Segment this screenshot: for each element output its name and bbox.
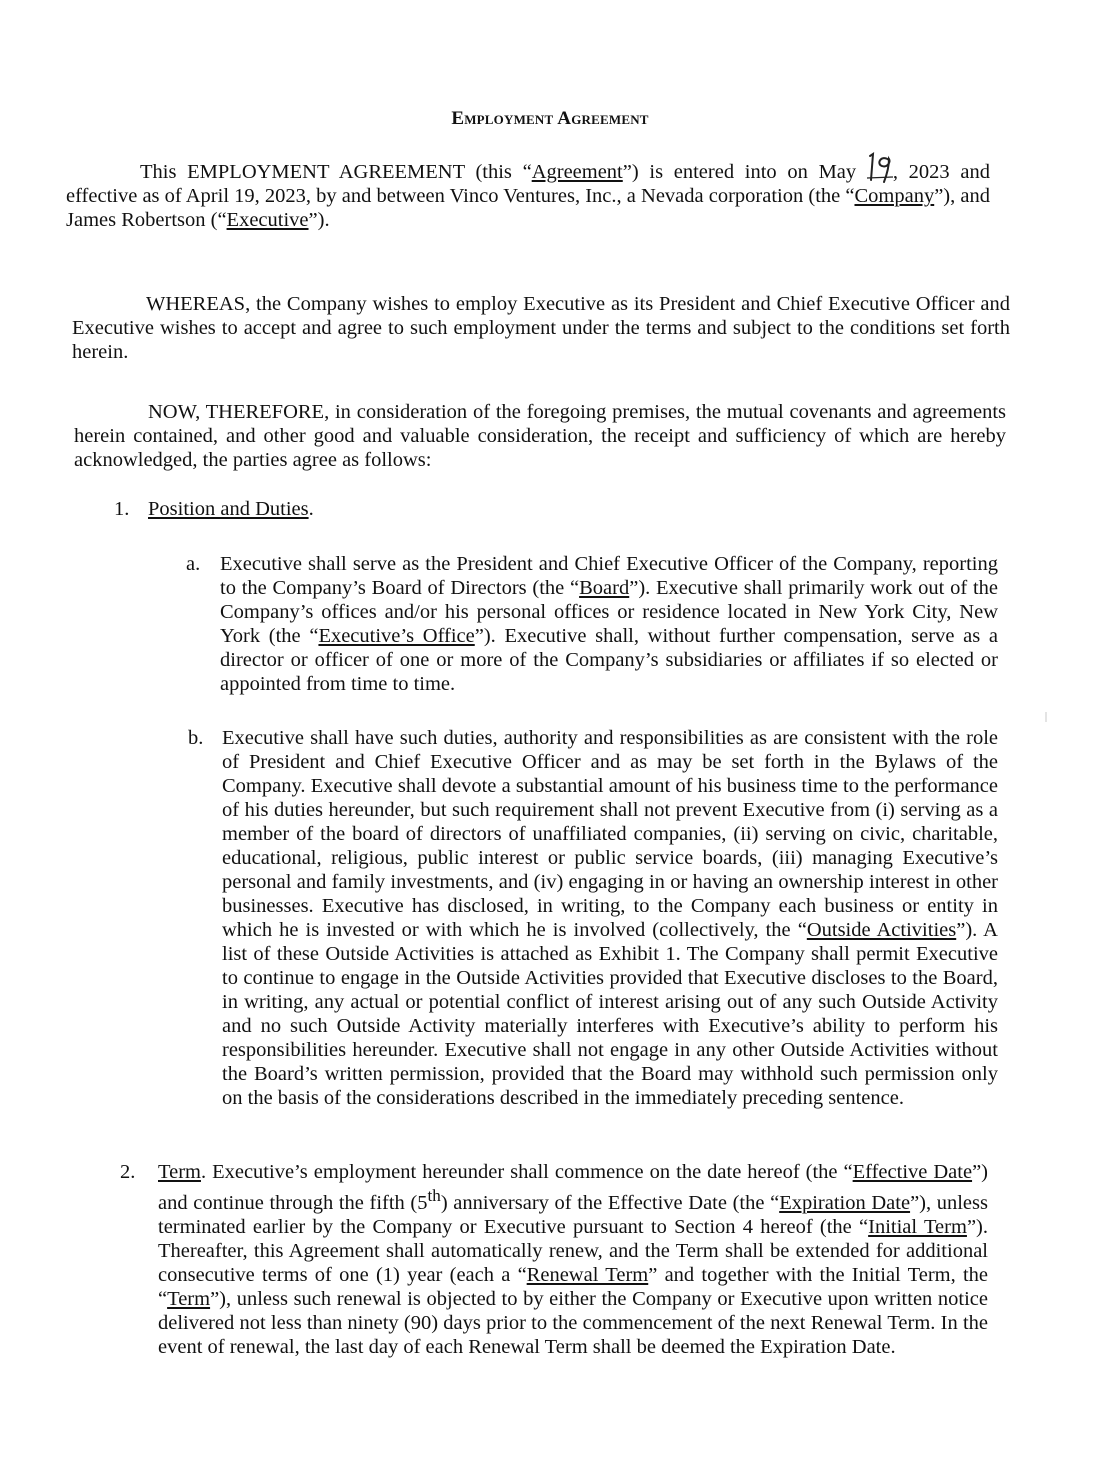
section-1-heading: 1. Position and Duties. xyxy=(114,498,314,520)
defined-term-agreement: Agreement xyxy=(531,161,623,183)
defined-term-effective-date: Effective Date xyxy=(852,1161,973,1183)
defined-term-expiration-date: Expiration Date xyxy=(779,1191,911,1214)
section-number: 1. xyxy=(114,498,130,520)
section-heading: Position and Duties xyxy=(148,498,309,520)
scan-mark xyxy=(1045,712,1047,722)
defined-term-renewal-term: Renewal Term xyxy=(526,1263,649,1286)
section-1a: a. Executive shall serve as the President and Chief Executive Officer of the Company, reporting to the Company’s Board of Directors (the “Board”). Executive shall primarily work out of the Company’s offices and/or his personal offices or residence located in New York City, New York (the “Executive’s Office”). Executive shall, without further compensation, serve as a director or officer of one or more of the Company’s subsidiaries or affiliates if so elected or appointed from time to time. xyxy=(186,553,998,695)
defined-term-initial-term: Initial Term xyxy=(868,1215,967,1238)
item-label: a. xyxy=(186,553,201,575)
section-2: 2. Term. Executive’s employment hereunder shall commence on the date hereof (the “Effective Date”) and continue through the fifth (5th) anniversary of the Effective Date (the “Expiration Date”), unless terminated earlier by the Company or Executive pursuant to Section 4 hereof (the “Initial Term”). Thereafter, this Agreement shall automatically renew, and the Term shall be extended for additional consecutive terms of one (1) year (each a “Renewal Term” and together with the Initial Term, the “Term”), unless such renewal is objected to by either the Company or Executive upon written notice delivered not less than ninety (90) days prior to the commencement of the next Renewal Term. In the event of renewal, the last day of each Renewal Term shall be deemed the Expiration Date. xyxy=(120,1161,989,1358)
now-therefore-paragraph: NOW, THEREFORE, in consideration of the foregoing premises, the mutual covenants and agreements herein contained, and other good and valuable consideration, the receipt and sufficiency of which are hereby acknowledged, the parties agree as follows: xyxy=(74,401,1006,471)
defined-term-company: Company xyxy=(854,185,935,207)
handwritten-date xyxy=(867,158,893,182)
item-label: b. xyxy=(188,727,204,749)
handwritten-day-glyph xyxy=(865,148,897,186)
whereas-paragraph: WHEREAS, the Company wishes to employ Executive as its President and Chief Executive Officer and Executive wishes to accept and agree to such employment under the terms and subject to the conditions set forth herein. xyxy=(72,293,1010,363)
defined-term-outside-activities: Outside Activities xyxy=(806,919,957,941)
superscript: th xyxy=(427,1186,441,1205)
section-number: 2. xyxy=(120,1161,136,1183)
defined-term-term: Term xyxy=(167,1287,211,1310)
section-heading: Term xyxy=(158,1161,201,1183)
section-1b: b. Executive shall have such duties, authority and responsibilities as are consistent with the role of President and Chief Executive Officer and as may be set forth in the Bylaws of the Company. Executive shall devote a substantial amount of his business time to the performance of his duties hereunder, but such requirement shall not prevent Executive from (i) serving as a member of the board of directors of unaffiliated companies, (ii) serving on civic, charitable, educational, religious, public interest or public service boards, (iii) managing Executive’s personal and family investments, and (iv) engaging in or having an ownership interest in other businesses. Executive has disclosed, in writing, to the Company each business or entity in which he is invested or with which he is involved (collectively, the “Outside Activities”). A list of these Outside Activities is attached as Exhibit 1. The Company shall permit Executive to continue to engage in the Outside Activities provided that Executive discloses to the Board, in writing, any actual or potential conflict of interest arising out of any such Outside Activity and no such Outside Activity materially interferes with Executive’s ability to perform his responsibilities hereunder. Executive shall not engage in any other Outside Activities without the Board’s written permission, provided that the Board may withhold such permission only on the basis of the considerations described in the immediately preceding sentence. xyxy=(188,727,998,1109)
defined-term-executives-office: Executive’s Office xyxy=(318,625,475,647)
defined-term-board: Board xyxy=(579,577,630,599)
defined-term-executive: Executive xyxy=(226,209,309,231)
document-title: Employment Agreement xyxy=(451,108,649,129)
intro-paragraph: This EMPLOYMENT AGREEMENT (this “Agreement”) is entered into on May , 2023 and effective as of April 19, 2023, by and between Vinco Ventures, Inc., a Nevada corporation (the “Company”), and James Robertson (“Executive”). xyxy=(66,158,990,232)
